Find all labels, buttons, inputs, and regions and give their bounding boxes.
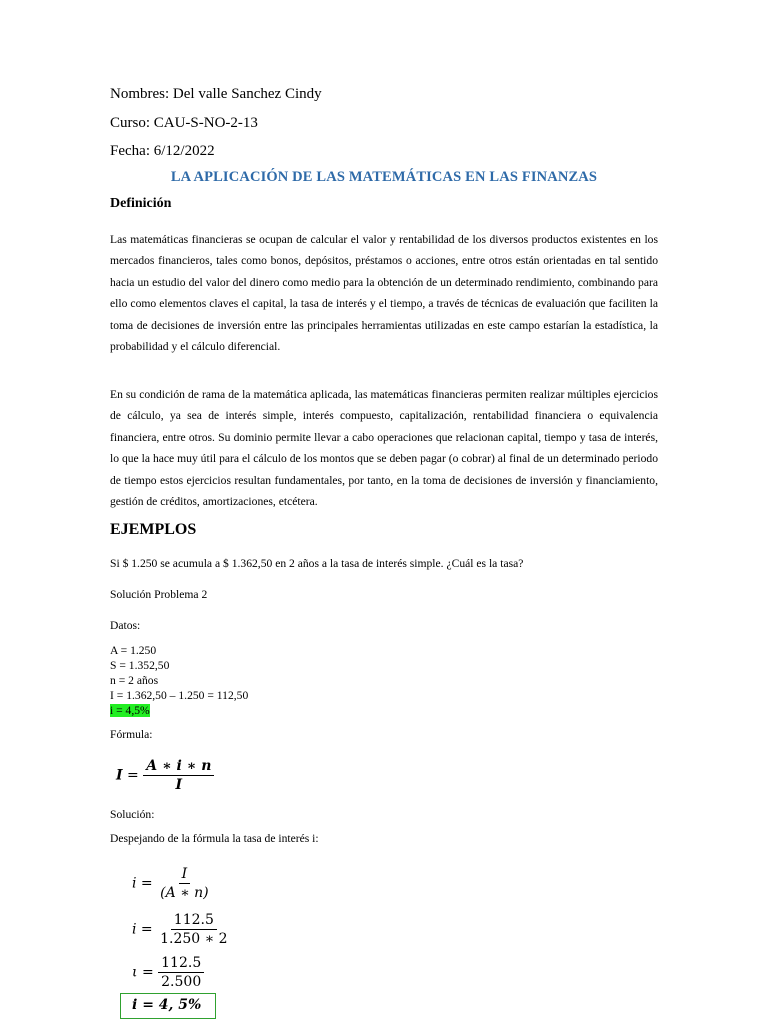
examples-heading: EJEMPLOS — [110, 521, 197, 538]
date: Fecha: 6/12/2022 — [110, 143, 215, 159]
step-3-fraction — [158, 955, 204, 990]
student-name: Nombres: Del valle Sanchez Cindy — [110, 86, 322, 102]
step-3-equation: ι = $\frac{112.5}{2.500}$ — [132, 955, 204, 990]
step-1-numerator: I — [179, 866, 191, 884]
dato-s: S = 1.352,50 — [110, 659, 170, 672]
highlighted-rate: i = 4,5% — [110, 704, 150, 717]
step-1-fraction — [157, 866, 211, 901]
step-3-numerator: 112.5 — [158, 955, 204, 973]
datos-list — [110, 643, 248, 718]
dato-n: n = 2 años — [110, 674, 159, 687]
solution-label: Solución: — [110, 808, 155, 821]
datos-label: Datos: — [110, 619, 141, 632]
clearing-text: Despejando de la fórmula la tasa de interés i: — [110, 832, 319, 845]
problem-statement: Si $ 1.250 se acumula a $ 1.362,50 en 2 años a la tasa de interés simple. ¿Cuál es la tasa? — [110, 557, 524, 570]
step-2-equation: i = $\frac{112.5}{1.250 ∗ 2}$ — [132, 912, 231, 947]
formula-label: Fórmula: — [110, 728, 153, 741]
definition-heading: Definición — [110, 196, 172, 211]
document-title: LA APLICACIÓN DE LAS MATEMÁTICAS EN LAS FINANZAS — [170, 169, 598, 185]
definition-paragraph: Las matemáticas financieras se ocupan de calcular el valor y rentabilidad de los diversos productos existentes en los mercados financieros, tales como bonos, depósitos, préstamos o acciones, entre otros están orientadas en tal sentido hacia un estudio del valor del dinero como medio para la obtención de un determinado rendimiento, combinando para ello como elementos claves el capital, la tasa de interés y el tiempo, a través de técnicas de evaluación que faciliten la toma de decisiones de inversión entre las principales herramientas utilizadas en este campo estarían la estadística, la probabilidad y el cálculo diferencial. — [110, 233, 658, 354]
formula-denominator: I — [175, 777, 183, 793]
step-3-denominator: 2.500 — [161, 974, 202, 990]
step-3-lhs: ι — [132, 964, 138, 981]
interest-formula: I = $\frac{A ∗ i ∗ n}{I}$ — [116, 758, 214, 793]
final-result: i = 4, 5% — [132, 997, 202, 1013]
dato-i: I = 1.362,50 – 1.250 = 112,50 — [110, 689, 249, 702]
formula-numerator: A ∗ i ∗ n — [143, 758, 214, 776]
formula-fraction — [143, 758, 214, 793]
formula-lhs: I — [116, 767, 123, 784]
step-1-denominator: (A ∗ n) — [160, 885, 209, 901]
course-code: Curso: CAU-S-NO-2-13 — [110, 115, 258, 131]
step-2-lhs: i — [132, 921, 137, 938]
application-paragraph: En su condición de rama de la matemática aplicada, las matemáticas financieras permiten realizar múltiples ejercicios de cálculo, ya sea de interés simple, interés compuesto, capitalización, rentabilidad financiera o equivalencia financiera, entre otros. Su dominio permite llevar a cabo operaciones que relacionan capital, tiempo y tasa de interés, lo que la hace muy útil para el cálculo de los montos que se deben pagar (o cobrar) al final de un determinado periodo de tiempo estos ejercicios resultan fundamentales, por tanto, en la toma de decisiones de inversión y financiamiento, gestión de créditos, amortizaciones, etcétera. — [110, 388, 658, 509]
step-1-lhs: i — [132, 875, 137, 892]
step-2-fraction — [157, 912, 230, 947]
step-2-numerator: 112.5 — [171, 912, 217, 930]
dato-a: A = 1.250 — [110, 644, 157, 657]
step-2-denominator: 1.250 ∗ 2 — [160, 931, 228, 947]
step-1-equation: i = $\frac{I}{(A ∗ n)}$ — [132, 866, 212, 901]
solution-problem-label: Solución Problema 2 — [110, 588, 208, 601]
